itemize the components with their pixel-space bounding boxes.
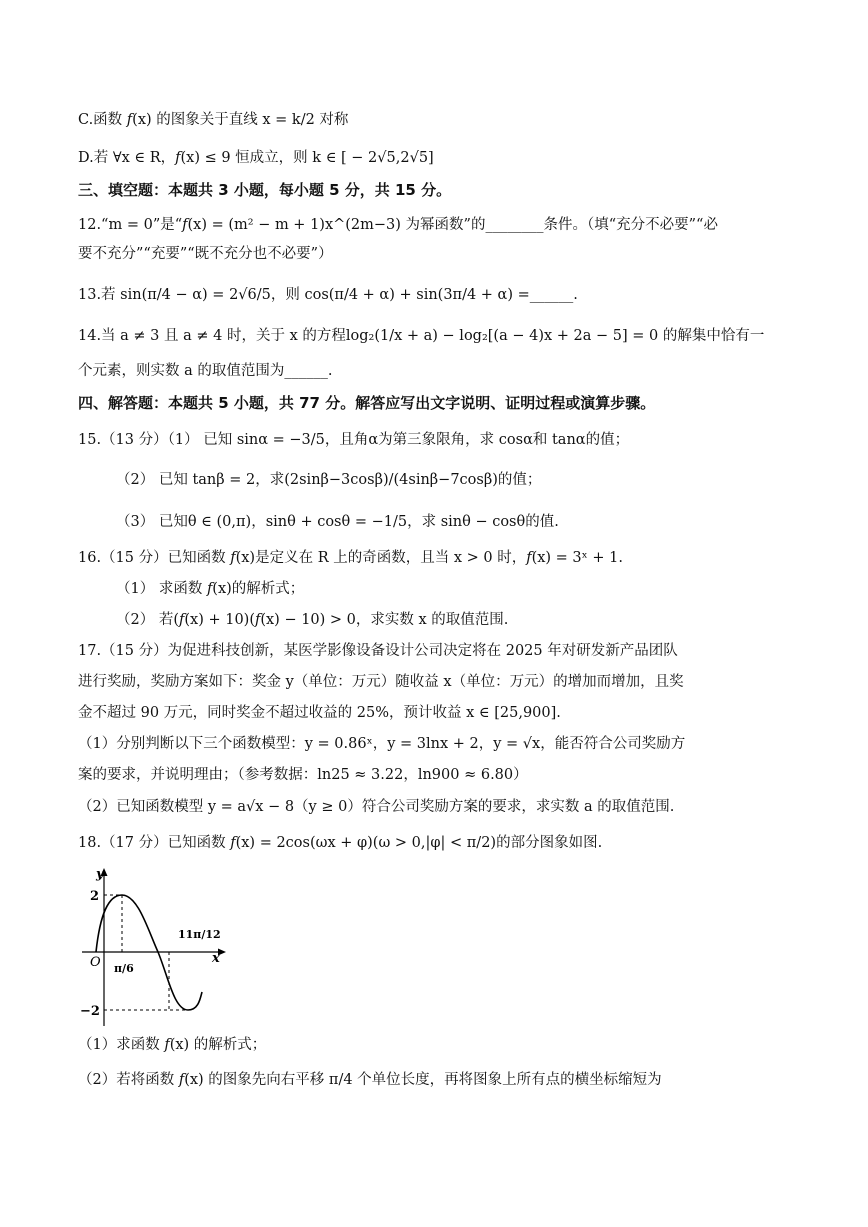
line-q14: 14.当 a ≠ 3 且 a ≠ 4 时，关于 x 的方程log₂(1/x + a) − log₂[(a − 4)x + 2a − 5] = 0 的解集中恰有一 bbox=[78, 328, 765, 344]
origin-label: O bbox=[90, 955, 101, 970]
x-tick-11pi-12: 11π/12 bbox=[178, 928, 221, 941]
line-q16-1: （1） 求函数 𝑓(x)的解析式； bbox=[116, 581, 305, 597]
line-q18-1: （1）求函数 𝑓(x) 的解析式； bbox=[78, 1037, 267, 1053]
line-q12: 12.“m = 0”是“𝑓(x) = (m² − m + 1)x^(2m−3) 为幂函数”的________条件。（填“充分不必要”“必 bbox=[78, 217, 718, 233]
line-q17-cont2: 金不超过 90 万元，同时奖金不超过收益的 25%，预计收益 x ∈ [25,900]. bbox=[78, 705, 561, 721]
line-q17: 17.（15 分）为促进科技创新，某医学影像设备设计公司决定将在 2025 年对研发新产品团队 bbox=[78, 643, 678, 659]
y-max-label: 2 bbox=[90, 889, 100, 904]
line-q17-1: （1）分别判断以下三个函数模型：y = 0.86ˣ，y = 3lnx + 2，y = √x，能否符合公司奖励方 bbox=[78, 736, 686, 752]
line-q17-cont1: 进行奖励，奖励方案如下：奖金 y（单位：万元）随收益 x（单位：万元）的增加而增加，且奖 bbox=[78, 674, 684, 690]
line-q14-cont: 个元素，则实数 a 的取值范围为______. bbox=[78, 363, 333, 379]
line-q17-2: （2）已知函数模型 y = a√x − 8（y ≥ 0）符合公司奖励方案的要求，求实数 a 的取值范围. bbox=[78, 799, 675, 815]
line-q15-2: （2） 已知 tanβ = 2，求(2sinβ−3cosβ)/(4sinβ−7cosβ)的值； bbox=[116, 472, 542, 488]
line-q13: 13.若 sin(π/4 − α) = 2√6/5，则 cos(π/4 + α) + sin(3π/4 + α) =______. bbox=[78, 287, 578, 303]
x-tick-pi-6: π/6 bbox=[114, 962, 134, 975]
y-min-label: −2 bbox=[80, 1004, 100, 1019]
cosine-graph bbox=[78, 860, 238, 1030]
line-option-c: C.函数 𝑓(x) 的图象关于直线 x = k/2 对称 bbox=[78, 112, 349, 128]
line-q18: 18.（17 分）已知函数 𝑓(x) = 2cos(ωx + φ)(ω > 0,|φ| < π/2)的部分图象如图. bbox=[78, 835, 603, 851]
line-q16: 16.（15 分）已知函数 𝑓(x)是定义在 R 上的奇函数，且当 x > 0 时，𝑓(x) = 3ˣ + 1. bbox=[78, 550, 624, 566]
section-heading-fill-blank: 三、填空题：本题共 3 小题，每小题 5 分，共 15 分。 bbox=[78, 181, 452, 199]
line-q12-cont: 要不充分”“充要”“既不充分也不必要”） bbox=[78, 246, 333, 262]
line-q15-1: 15.（13 分）（1） 已知 sinα = −3/5，且角α为第三象限角，求 cosα和 tanα的值； bbox=[78, 432, 630, 448]
line-q16-2: （2） 若(𝑓(x) + 10)(𝑓(x) − 10) > 0，求实数 x 的取值范围. bbox=[116, 612, 509, 628]
y-axis-label: y bbox=[96, 867, 104, 882]
line-q18-2: （2）若将函数 𝑓(x) 的图象先向右平移 π/4 个单位长度，再将图象上所有点的横坐标缩短为 bbox=[78, 1072, 662, 1088]
line-option-d: D.若 ∀x ∈ R，𝑓(x) ≤ 9 恒成立，则 k ∈ [ − 2√5,2√5] bbox=[78, 150, 434, 166]
line-q17-1-cont: 案的要求，并说明理由；（参考数据：ln25 ≈ 3.22，ln900 ≈ 6.80） bbox=[78, 767, 528, 783]
section-heading-answer: 四、解答题：本题共 5 小题，共 77 分。解答应写出文字说明、证明过程或演算步骤。 bbox=[78, 394, 656, 412]
line-q15-3: （3） 已知θ ∈ (0,π)，sinθ + cosθ = −1/5，求 sinθ − cosθ的值. bbox=[116, 514, 559, 530]
x-axis-label: x bbox=[212, 951, 220, 966]
